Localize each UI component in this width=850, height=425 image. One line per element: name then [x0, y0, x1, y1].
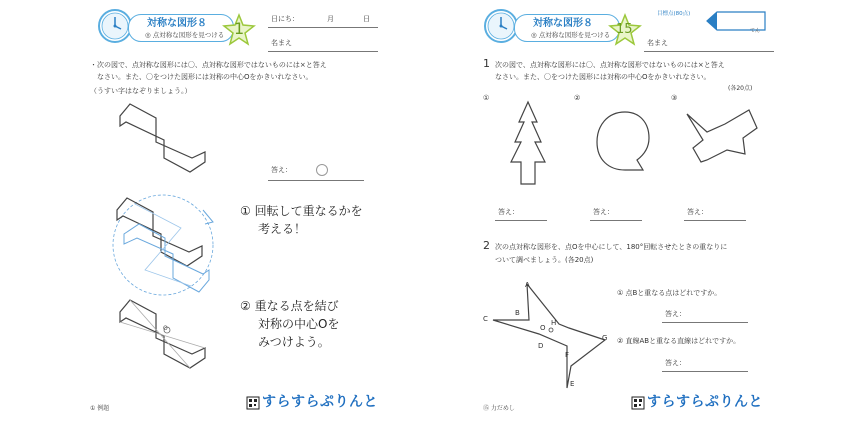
center-o-label: O: [163, 325, 168, 332]
figure-1-answer-label: 答え：: [498, 208, 519, 216]
vertex-e-label: E: [570, 380, 575, 388]
question-2-line-1: 次の点対称な図形を、点Oを中心にして、180°回転させたときの重なりに: [495, 243, 728, 251]
figure-1-answer-underline[interactable]: [495, 220, 547, 221]
sub-question-2: ② 直線ABと重なる直線はどれですか。: [617, 337, 741, 345]
sub-question-1-answer-label: 答え：: [665, 310, 686, 318]
score-unit: てん: [750, 28, 761, 34]
badge-number: 1: [234, 19, 245, 38]
page-subtitle: ◎ 点対称な図形を見つける: [531, 31, 611, 39]
sub-question-1-answer-underline[interactable]: [662, 322, 748, 323]
date-label: 日にち：: [271, 15, 299, 23]
answer-label: 答え：: [271, 166, 292, 174]
center-finding-diagram: [110, 296, 230, 386]
name-underline[interactable]: [644, 51, 774, 52]
hint-2-line-1: ② 重なる点を結び: [240, 299, 339, 313]
hint-1-line-1: ① 回転して重なるかを: [240, 204, 363, 218]
figure-1-label: ①: [483, 94, 490, 102]
site-logo: すらすらぷりんと: [647, 394, 763, 410]
month-label: 月: [327, 15, 334, 23]
vertex-g-label: G: [602, 334, 608, 342]
right-worksheet-page: [425, 0, 850, 425]
question-1-line-1: 次の図で、点対称な図形には〇、点対称な図形ではないものには×と答え: [495, 61, 725, 69]
page-title: 対称な図形８: [147, 18, 207, 29]
vertex-d-label: D: [538, 342, 544, 350]
date-underline: [268, 27, 378, 28]
name-underline[interactable]: [268, 51, 378, 52]
letter-q-figure: [593, 108, 653, 178]
hint-2-line-2: 対称の中心Oを: [258, 317, 340, 331]
answer-underline[interactable]: [268, 180, 364, 181]
figure-3-label: ③: [671, 94, 678, 102]
figure-3-answer-label: 答え：: [687, 208, 708, 216]
instruction-line-1: ・次の図で、点対称な図形には〇、点対称な図形ではないものには×と答え: [90, 61, 327, 69]
answer-circle-mark: [315, 163, 329, 177]
vertex-h-label: H: [551, 319, 557, 327]
question-1-line-2: なさい。また、〇をつけた図形には対称の中心Oをかきいれなさい。: [495, 73, 711, 81]
question-2-line-2: ついて調べましょう。(各20点): [495, 256, 594, 264]
example-figure-shape: [110, 104, 230, 184]
figure-3-answer-underline[interactable]: [684, 220, 746, 221]
page-subtitle: ◎ 点対称な図形を見つける: [145, 31, 225, 39]
vertex-a-label: A: [525, 281, 530, 289]
badge-number: 15: [616, 22, 633, 37]
instruction-line-2: なさい。また、〇をつけた図形には対称の中心Oをかきいれなさい。: [97, 73, 313, 81]
tree-figure: [503, 100, 553, 190]
site-logo: すらすらぷりんと: [262, 394, 378, 410]
page-title: 対称な図形８: [533, 18, 593, 29]
figure-2-answer-label: 答え：: [593, 208, 614, 216]
rotation-diagram: [105, 190, 225, 300]
question-1-points: (各20点): [728, 85, 753, 92]
hint-2-line-3: みつけよう。: [258, 335, 330, 349]
qr-code-icon: [247, 397, 259, 409]
name-label: 名まえ: [271, 39, 292, 47]
vertex-b-label: B: [515, 309, 520, 317]
figure-2-answer-underline[interactable]: [590, 220, 642, 221]
vertex-o-label: O: [540, 324, 546, 332]
bowtie-figure: [681, 110, 761, 170]
vertex-f-label: F: [565, 351, 570, 359]
sub-question-2-answer-label: 答え：: [665, 359, 686, 367]
question-2-number: 2: [483, 239, 490, 252]
instruction-line-3: （うすい字はなぞりましょう。）: [90, 87, 192, 95]
name-label: 名まえ: [647, 39, 668, 47]
sub-question-2-answer-underline[interactable]: [662, 371, 748, 372]
question-1-number: 1: [483, 57, 490, 70]
target-score-label: 目標点(80点): [657, 11, 691, 17]
sub-question-1: ① 点Bと重なる点はどれですか。: [617, 289, 722, 297]
day-label: 日: [363, 15, 370, 23]
hint-1-line-2: 考える！: [258, 222, 307, 236]
figure-2-label: ②: [574, 94, 581, 102]
page-footer: ① 例題: [90, 405, 110, 412]
qr-code-icon: [632, 397, 644, 409]
page-footer: ⑮ 力だめし: [483, 405, 515, 412]
vertex-c-label: C: [483, 315, 488, 323]
